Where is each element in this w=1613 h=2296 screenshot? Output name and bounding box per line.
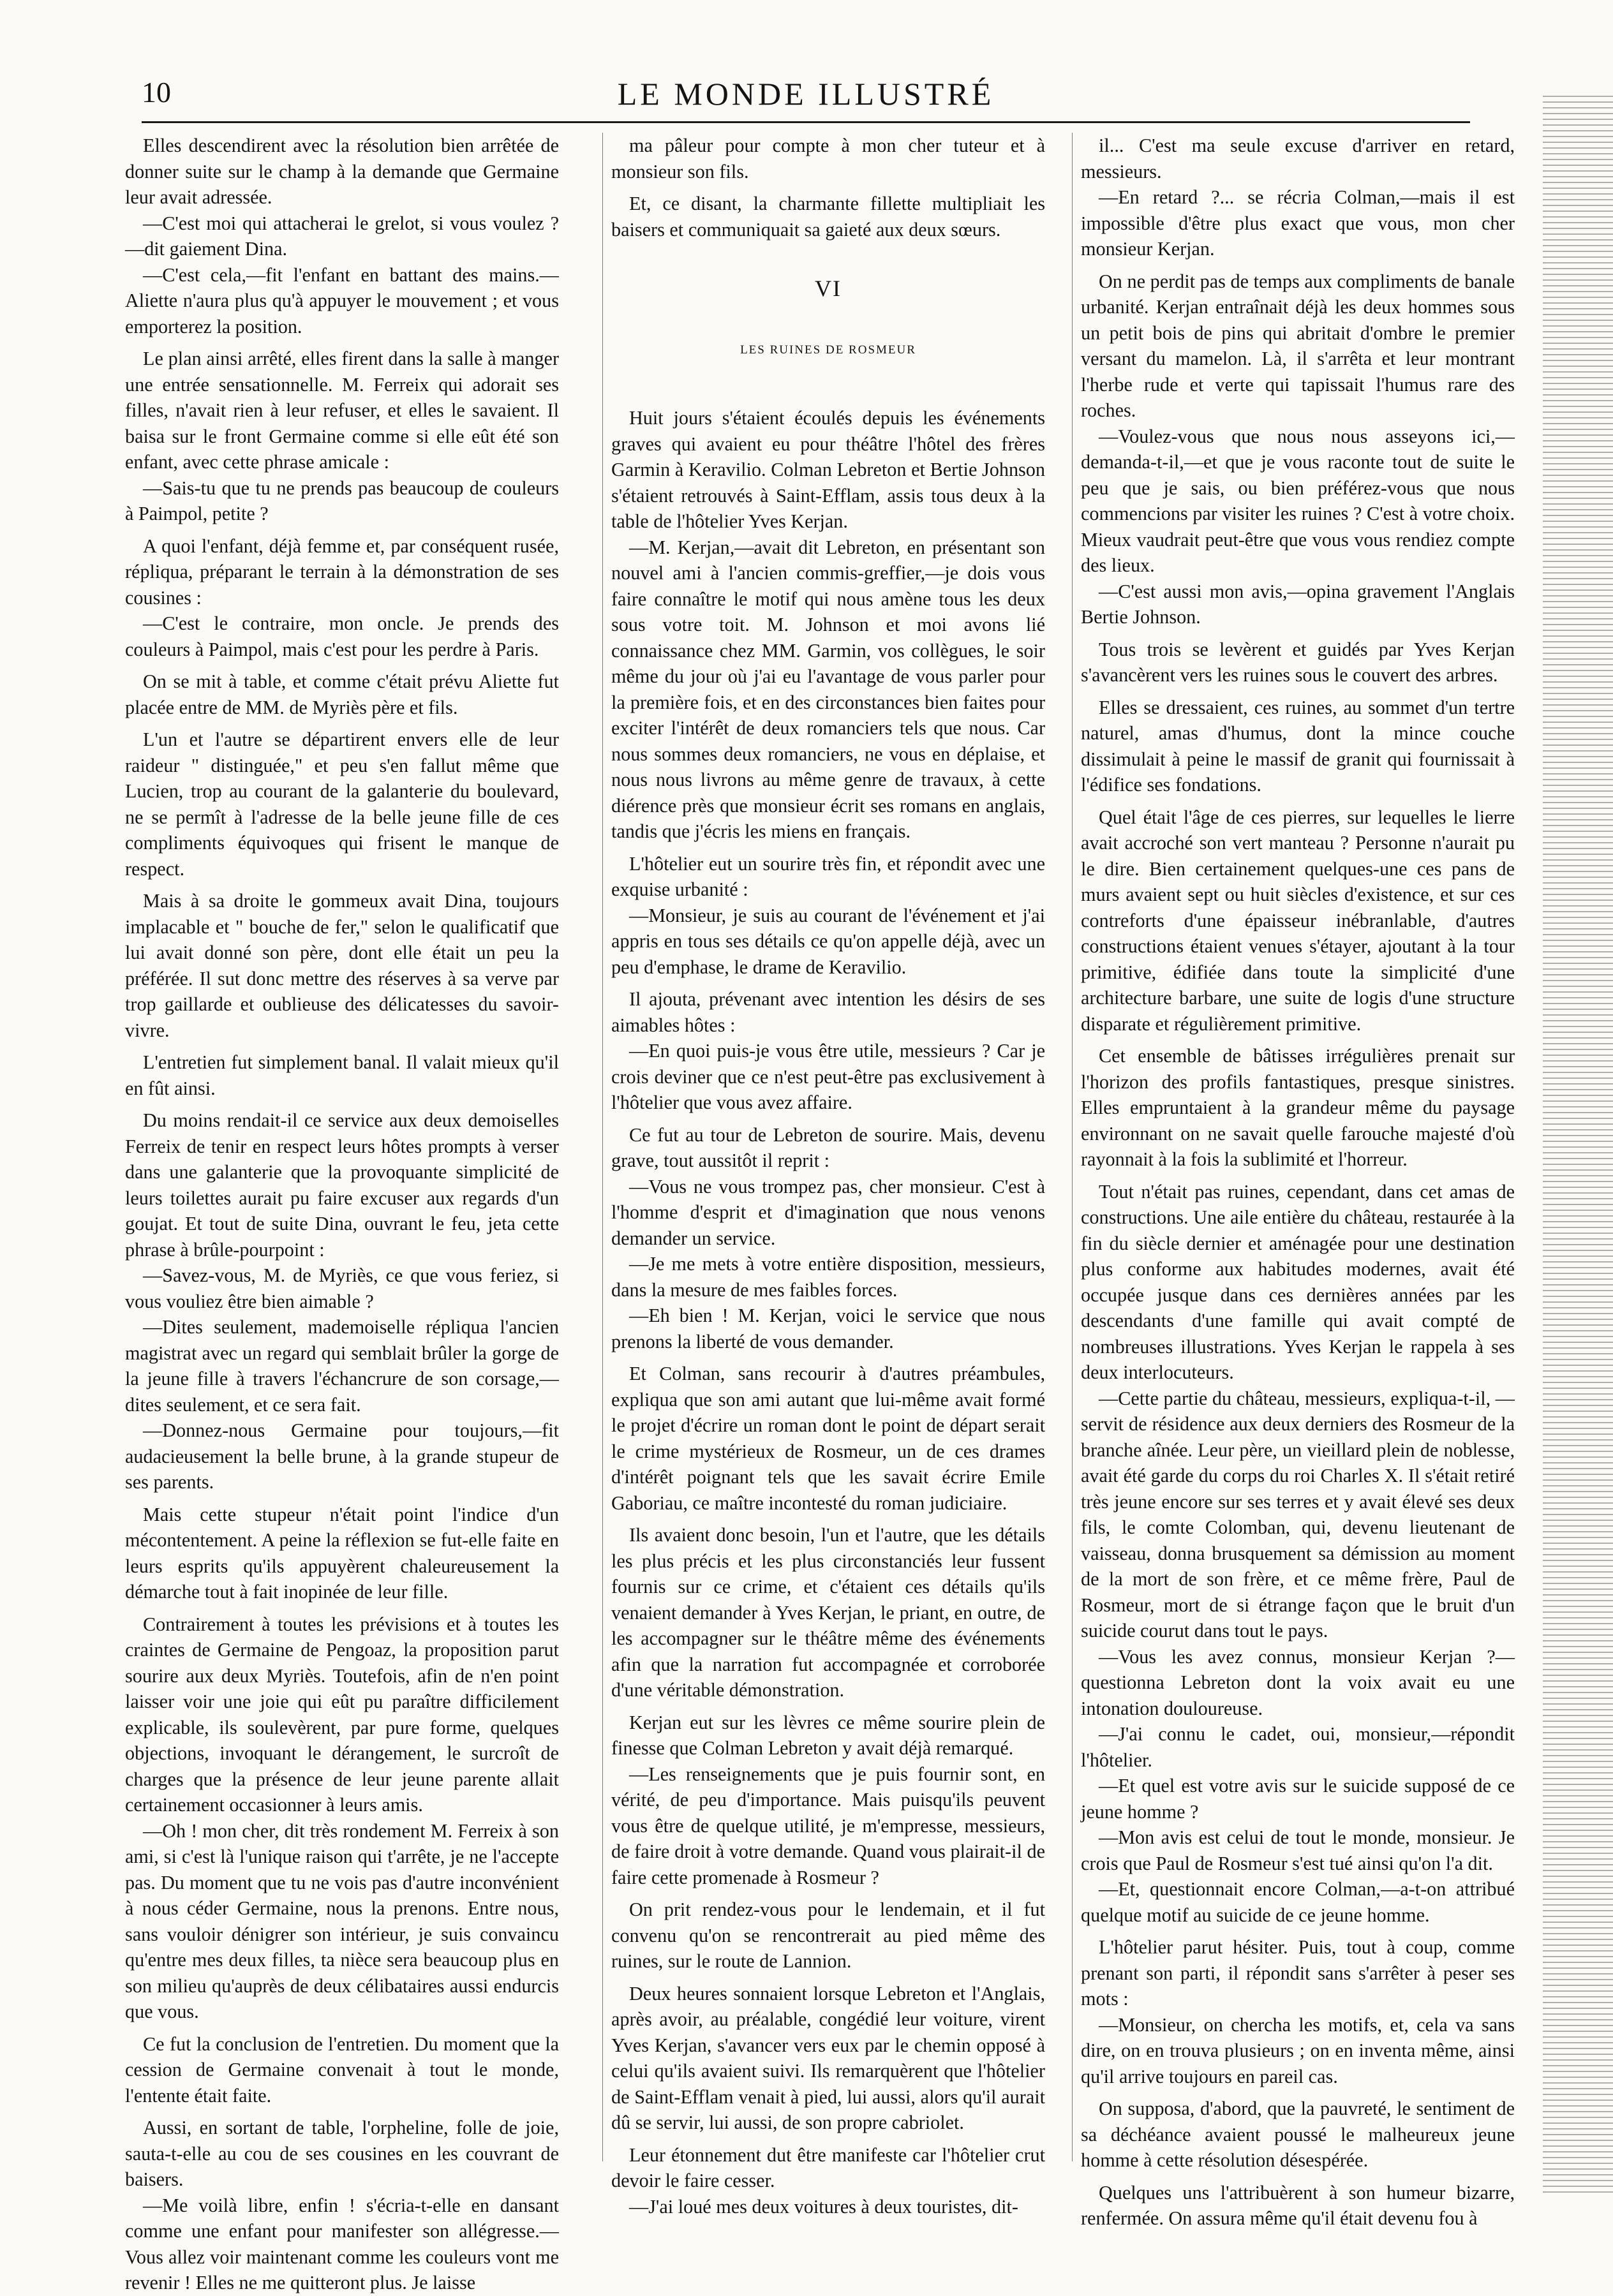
paragraph: —Monsieur, on chercha les motifs, et, cela va sans dire, on en trouva plusieurs ; on en inventa même, ainsi qu'il arrive toujours en pareil cas. <box>1081 2013 1515 2087</box>
paragraph: L'un et l'autre se départirent envers elle de leur raideur " distinguée," et peu s'en fallut même que Lucien, trop au courant de la galanterie du boulevard, ne se permît à l'adresse de la belle jeune fille de ces compliments équivoques qui frisent le manque de respect. <box>125 729 559 880</box>
paragraph: Ils avaient donc besoin, l'un et l'autre, que les détails les plus précis et les plus circonstanciés leur fussent fournis sur ce crime, et c'étaient ces détails qu'ils venaient demander à Yves Kerjan, le priant, en outre, de les accompagner sur le théâtre même des événements afin que la narration fut accompagnée et corroborée d'une véritable démonstration. <box>611 1524 1045 1701</box>
paragraph: L'entretien fut simplement banal. Il valait mieux qu'il en fût ainsi. <box>125 1051 559 1099</box>
paragraph: Cet ensemble de bâtisses irrégulières prenait sur l'horizon des profils fantastiques, presque sinistres. Elles empruntaient à la grandeur même du paysage environnant on ne savait quelle farouche majesté d'où rayonnait à la fois la sublimité et l'horreur. <box>1081 1045 1515 1170</box>
paragraph: L'hôtelier parut hésiter. Puis, tout à coup, comme prenant son parti, il répondit sans s'arrêter à peser ses mots : <box>1081 1936 1515 2010</box>
paragraph: —Voulez-vous que nous nous asseyons ici,—demanda-t-il,—et que je vous raconte tout de suite le peu que je sais, ou bien préférez-vous que nous commencions par visiter les ruines ? C'est à votre choix. Mieux vaudrait peut-être que vous vous rendiez compte des lieux. <box>1081 425 1515 576</box>
paragraph: Leur étonnement dut être manifeste car l'hôtelier crut devoir le faire cesser. <box>611 2144 1045 2191</box>
paragraph: —J'ai loué mes deux voitures à deux touristes, dit- <box>629 2195 1018 2218</box>
text-column-1 <box>125 133 559 2293</box>
paragraph: Deux heures sonnaient lorsque Lebreton et l'Anglais, après avoir, au préalable, congédié leur voiture, virent Yves Kerjan, s'avancer vers eux par le chemin opposé à celui qu'ils avaient suivi. Ils remarquèrent que l'hôtelier de Saint-Efflam venait à pied, lui aussi, alors qu'il aurait dû se servir, lui aussi, de son propre cabriolet. <box>611 1982 1045 2133</box>
chapter-title: LES RUINES DE ROSMEUR <box>740 343 916 357</box>
paragraph: —C'est aussi mon avis,—opina gravement l'Anglais Bertie Johnson. <box>1081 580 1515 628</box>
column-2-body <box>611 405 1045 2219</box>
paragraph: Mais cette stupeur n'était point l'indice d'un mécontentement. A peine la réflexion se fut-elle faite en leurs esprits qu'ils appuyèrent chaleureusement la démarche tout à fait inopinée de leur fille. <box>125 1503 559 1603</box>
page-number: 10 <box>142 76 171 108</box>
paragraph: Tout n'était pas ruines, cependant, dans cet amas de constructions. Une aile entière du château, restaurée à la fin du siècle dernier et aménagée pour une destination plus conforme aux habitudes modernes, avait été occupée jusque dans ces dernières années par les descendants d'une famille qui avait compté de nombreuses illustrations. Yves Kerjan le rappela à ses deux interlocuteurs. <box>1081 1180 1515 1383</box>
column-2-intro <box>611 133 1045 242</box>
paragraph: Quelques uns l'attribuèrent à son humeur bizarre, renfermée. On assura même qu'il était devenu fou à <box>1081 2181 1515 2229</box>
paragraph: Ce fut au tour de Lebreton de sourire. Mais, devenu grave, tout aussitôt il reprit : <box>611 1123 1045 1171</box>
paragraph: Kerjan eut sur les lèvres ce même sourire plein de finesse que Colman Lebreton y avait déjà remarqué. <box>611 1711 1045 1759</box>
paragraph: Elles se dressaient, ces ruines, au sommet d'un tertre naturel, amas d'humus, dont la mince couche dissimulait à peine le massif de granit qui fournissait à l'édifice ses fondations. <box>1081 696 1515 796</box>
paragraph: il... C'est ma seule excuse d'arriver en retard, messieurs. <box>1081 135 1515 182</box>
paragraph: Tous trois se levèrent et guidés par Yves Kerjan s'avancèrent vers les ruines sous le couvert des arbres. <box>1081 638 1515 686</box>
paragraph: On ne perdit pas de temps aux compliments de banale urbanité. Kerjan entraînait déjà les deux hommes sous un petit bois de pins qui abritait d'ombre le premier versant du mamelon. Là, il s'arrêta et leur montrant l'herbe rude et verte qui tapissait l'humus rare des roches. <box>1081 270 1515 421</box>
paragraph: On supposa, d'abord, que la pauvreté, le sentiment de sa déchéance avaient poussé le malheureux jeune homme à cette résolution désespérée. <box>1081 2098 1515 2171</box>
text-column-3 <box>1081 133 1515 2229</box>
paragraph: —C'est le contraire, mon oncle. Je prends des couleurs à Paimpol, mais c'est pour les perdre à Paris. <box>125 612 559 660</box>
paragraph: —J'ai connu le cadet, oui, monsieur,—répondit l'hôtelier. <box>1081 1723 1515 1771</box>
paragraph: —Savez-vous, M. de Myriès, ce que vous feriez, si vous vouliez être bien aimable ? <box>125 1264 559 1312</box>
paragraph: L'hôtelier eut un sourire très fin, et répondit avec une exquise urbanité : <box>611 852 1045 900</box>
paragraph: —Les renseignements que je puis fournir sont, en vérité, de peu d'importance. Mais puisqu'ils peuvent vous être de quelque utilité, je m'empresse, messieurs, de faire droit à votre demande. Quand vous plairait-il de faire cette promenade à Rosmeur ? <box>611 1763 1045 1888</box>
paragraph: —En quoi puis-je vous être utile, messieurs ? Car je crois deviner que ce n'est peut-être pas exclusivement à l'hôtelier que vous avez affaire. <box>611 1040 1045 1113</box>
paragraph: —Oh ! mon cher, dit très rondement M. Ferreix à son ami, si c'est là l'unique raison qui t'arrête, je ne l'accepte pas. Du moment que tu ne vois pas d'autre inconvénient à nous céder Germaine, nous la prenons. Entre nous, sans vouloir dénigrer son intérieur, je suis convaincu qu'entre mes deux filles, ta nièce sera beaucoup plus en son milieu qu'auprès de deux célibataires aussi endurcis que vous. <box>125 1819 559 2022</box>
paragraph: —C'est cela,—fit l'enfant en battant des mains.— Aliette n'aura plus qu'à appuyer le mouvement ; et vous emporterez la position. <box>125 263 559 337</box>
journal-title: LE MONDE ILLUSTRÉ <box>617 76 995 112</box>
paragraph: —Vous les avez connus, monsieur Kerjan ?—questionna Lebreton dont la voix avait eu une intonation douloureuse. <box>1081 1645 1515 1719</box>
paragraph: Huit jours s'étaient écoulés depuis les événements graves qui avaient eu pour théâtre l'hôtel des frères Garmin à Keravilio. Colman Lebreton et Bertie Johnson s'étaient retrouvés à Saint-Efflam, assis tous deux à la table de l'hôtelier Yves Kerjan. <box>611 407 1045 532</box>
paragraph: Le plan ainsi arrêté, elles firent dans la salle à manger une entrée sensationnelle. M. Ferreix qui adorait ses filles, n'avait rien à leur refuser, et elles le savaient. Il baisa sur le front Germaine comme si elle eût été son enfant, avec cette phrase amicale : <box>125 348 559 473</box>
paragraph: On se mit à table, et comme c'était prévu Aliette fut placée entre de MM. de Myriès père et fils. <box>125 670 559 718</box>
paragraph: —Sais-tu que tu ne prends pas beaucoup de couleurs à Paimpol, petite ? <box>125 477 559 524</box>
paragraph: —Monsieur, je suis au courant de l'événement et j'ai appris en tous ses détails ce qu'on appelle déjà, avec un peu d'emphase, le drame de Keravilio. <box>611 904 1045 978</box>
paragraph: Et, ce disant, la charmante fillette multipliait les baisers et communiquait sa gaieté aux deux sœurs. <box>611 193 1045 241</box>
paragraph: —Dites seulement, mademoiselle répliqua l'ancien magistrat avec un regard qui semblait brûler la gorge de la jeune fille à travers l'échancrure de son corsage,—dites seulement, et ce sera fait. <box>125 1316 559 1416</box>
paragraph: —Je me mets à votre entière disposition, messieurs, dans la mesure de mes faibles forces. <box>611 1253 1045 1301</box>
paragraph: Elles descendirent avec la résolution bien arrêtée de donner suite sur le champ à la demande que Germaine leur avait adressée. <box>125 135 559 208</box>
paragraph: Du moins rendait-il ce service aux deux demoiselles Ferreix de tenir en respect leurs hôtes prompts à verser dans une galanterie que la provoquante simplicité de leurs toilettes aurait pu faire excuser aux regards d'un goujat. Et tout de suite Dina, ouvrant le feu, jeta cette phrase à brûle-pourpoint : <box>125 1109 559 1261</box>
paragraph: On prit rendez-vous pour le lendemain, et il fut convenu qu'on se rencontrerait au pied même des ruines, sur le route de Lannion. <box>611 1899 1045 1972</box>
chapter-number: VI <box>815 276 842 301</box>
scanned-page-edge <box>1543 96 1613 2193</box>
paragraph: Quel était l'âge de ces pierres, sur lequelles le lierre avait accroché son vert manteau ? Personne n'aurait pu le dire. Bien certainement quelques-une ces pans de murs avaient sept ou huit siècles d'existence, et sur ces contreforts d'une épaisseur inébranlable, d'autres constructions étaient venues s'étayer, ajoutant à la tour primitive, édifiée dans toute la simplicité d'une architecture barbare, une suite de logis d'une structure disparate et régulièrement primitive. <box>1081 806 1515 1035</box>
paragraph: —Eh bien ! M. Kerjan, voici le service que nous prenons la liberté de vous demander. <box>611 1305 1045 1352</box>
paragraph: —Et, questionnait encore Colman,—a-t-on attribué quelque motif au suicide de ce jeune homme. <box>1081 1878 1515 1926</box>
paragraph: —C'est moi qui attacherai le grelot, si vous voulez ? —dit gaiement Dina. <box>125 212 559 260</box>
header-rule <box>142 121 1470 123</box>
paragraph: —En retard ?... se récria Colman,—mais il est impossible d'être plus exact que vous, mon cher monsieur Kerjan. <box>1081 186 1515 260</box>
paragraph: Et Colman, sans recourir à d'autres préambules, expliqua que son ami autant que lui-même avait formé le projet d'écrire un roman dont le point de départ serait le crime mystérieux de Rosmeur, un de ces drames d'intérêt poignant tels que les savait écrire Emile Gaboriau, ce maître incontesté du roman judiciaire. <box>611 1363 1045 1514</box>
paragraph: Contrairement à toutes les prévisions et à toutes les craintes de Germaine de Pengoaz, la proposition parut sourire aux deux Myriès. Toutefois, afin de n'en point laisser voir une joie qui eût pu paraître difficilement explicable, ils soulevèrent, par pure forme, quelques objections, invoquant le dérangement, le surcroît de charges que la présence de leur jeune parente allait certainement occasionner à leurs amis. <box>125 1613 559 1816</box>
paragraph: —Et quel est votre avis sur le suicide supposé de ce jeune homme ? <box>1081 1775 1515 1823</box>
paragraph: —Donnez-nous Germaine pour toujours,—fit audacieusement la belle brune, à la grande stupeur de ses parents. <box>125 1419 559 1493</box>
paragraph: Ce fut la conclusion de l'entretien. Du moment que la cession de Germaine convenait à tout le monde, l'entente était faite. <box>125 2033 559 2107</box>
paragraph: —Vous ne vous trompez pas, cher monsieur. C'est à l'homme d'esprit et d'imagination que nous venons demander un service. <box>611 1175 1045 1249</box>
text-column-2 <box>611 133 1045 2218</box>
paragraph: Mais à sa droite le gommeux avait Dina, toujours implacable et " bouche de fer," selon le qualificatif que lui avait donné son père, dont elle était un peu la préférée. Il sut donc mettre des réserves à sa verve par trop gaillarde et oublieuse des délicatesses du savoir-vivre. <box>125 890 559 1041</box>
column-divider <box>602 133 603 2161</box>
paragraph: —Mon avis est celui de tout le monde, monsieur. Je crois que Paul de Rosmeur s'est tué ainsi qu'on l'a dit. <box>1081 1826 1515 1874</box>
paragraph: Aussi, en sortant de table, l'orpheline, folle de joie, sauta-t-elle au cou de ses cousines en les couvrant de baisers. <box>125 2117 559 2190</box>
masthead <box>142 75 1470 116</box>
column-divider <box>1072 133 1073 2161</box>
paragraph: —Cette partie du château, messieurs, expliqua-t-il, —servit de résidence aux deux derniers des Rosmeur de la branche aînée. Leur père, un vieillard plein de noblesse, avait été garde du corps du roi Charles X. Il s'était retiré très jeune encore sur ses terres et y avait élevé ses deux fils, le comte Colomban, qui, devenu lieutenant de vaisseau, donna brusquement sa démission au moment de la mort de son frère, et ce même frère, Paul de Rosmeur, mort de si étrange façon que le bruit d'un suicide courut dans tout le pays. <box>1081 1387 1515 1641</box>
paragraph: A quoi l'enfant, déjà femme et, par conséquent rusée, répliqua, préparant le terrain à la démonstration de ses cousines : <box>125 535 559 609</box>
paragraph: ma pâleur pour compte à mon cher tuteur et à monsieur son fils. <box>611 135 1045 182</box>
paragraph: —Me voilà libre, enfin ! s'écria-t-elle en dansant comme une enfant pour manifester son allégresse.— Vous allez voir maintenant comme les couleurs vont me revenir ! Elles ne me quitteront plus. Je laisse <box>125 2194 559 2293</box>
paragraph: Il ajouta, prévenant avec intention les désirs de ses aimables hôtes : <box>611 988 1045 1036</box>
paragraph: —M. Kerjan,—avait dit Lebreton, en présentant son nouvel ami à l'ancien commis-greffier,—je dois vous faire connaître le motif qui nous amène tous les deux sous votre toit. M. Johnson et moi avons lié connaissance chez MM. Garmin, vos collègues, le soir même du jour où j'ai eu l'avantage de vous parler pour la première fois, et en des circonstances bien faites pour exciter l'intérêt de deux romanciers tels que nous. Car nous sommes deux romanciers, ne vous en déplaise, et nous nous livrons au même genre de travaux, à cette diérence près que monsieur écrit ses romans en anglais, tandis que j'écris les miens en français. <box>611 536 1045 842</box>
